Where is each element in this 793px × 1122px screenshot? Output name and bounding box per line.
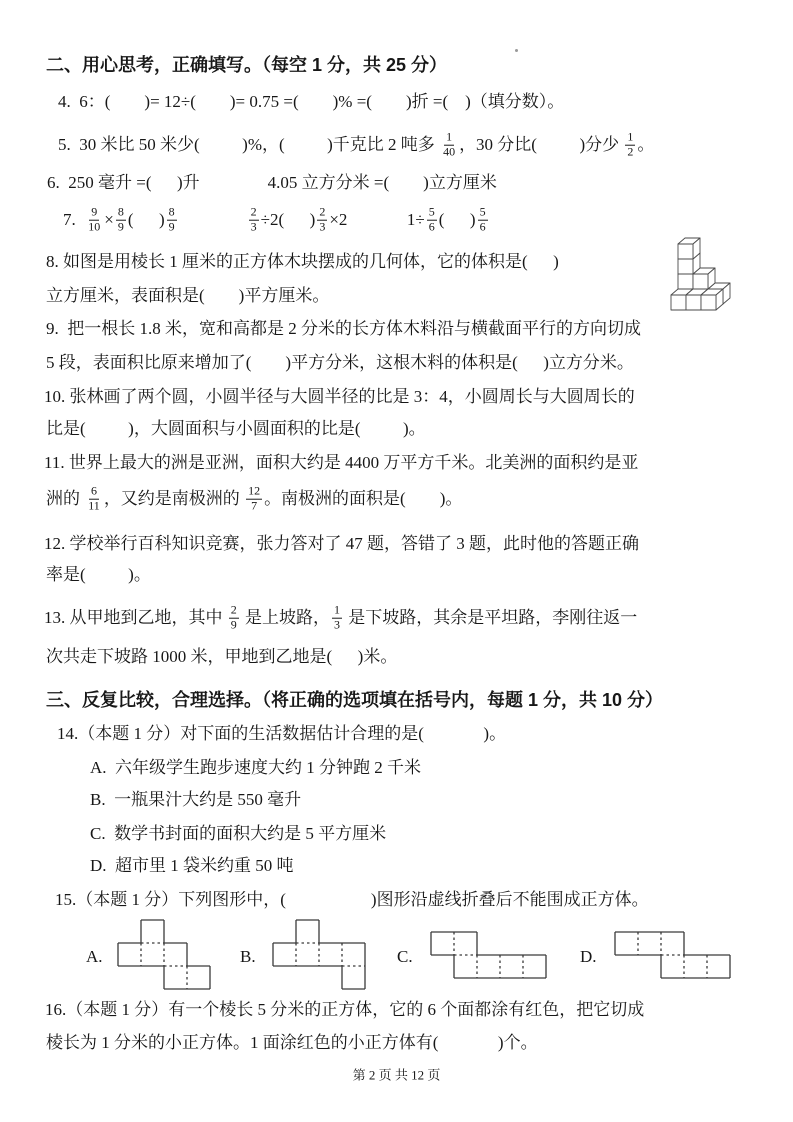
- text-segment: 是上坡路，: [240, 607, 330, 627]
- question-8-line-2: 立方厘米，表面积是( )平方厘米。: [46, 285, 330, 305]
- text-segment: 5. 30 米比 50 米少( )%，( )千克比 2 吨多: [58, 134, 440, 154]
- text-segment: 1÷: [406, 209, 425, 229]
- question-14: 14.（本题 1 分）对下面的生活数据估计合理的是( )。: [57, 723, 507, 743]
- question-12-line-1: 12. 学校举行百科知识竞赛，张力答对了 47 题，答错了 3 题，此时他的答题正确: [44, 533, 639, 553]
- text-segment: ( ): [438, 209, 476, 229]
- question-13-line-2: 次共走下坡路 1000 米，甲地到乙地是( )米。: [46, 646, 398, 666]
- question-9-line-2: 5 段，表面积比原来增加了( )平方分米，这根木料的体积是( )立方分米。: [46, 352, 634, 372]
- question-7: [63, 204, 490, 236]
- fraction: $\frac{12}{7}$: [248, 483, 261, 513]
- question-14-option-a: A. 六年级学生跑步速度大约 1 分钟跑 2 千米: [90, 757, 422, 777]
- net-label-d: D.: [580, 946, 597, 966]
- section3-header: 三、反复比较，合理选择。（将正确的选项填在括号内，每题 1 分，共 10 分）: [46, 690, 664, 711]
- text-segment: ，又约是南极洲的: [103, 488, 245, 508]
- question-10-line-2: 比是( )，大圆面积与小圆面积的比是( )。: [46, 418, 426, 438]
- fraction: $\frac{2}{9}$: [230, 602, 237, 632]
- net-figure-d: [614, 931, 731, 979]
- section2-header: 二、用心思考，正确填写。（每空 1 分，共 25 分）: [46, 55, 448, 76]
- fraction: $\frac{1}{40}$: [443, 129, 456, 159]
- question-6: 6. 250 毫升 =( )升 4.05 立方分米 =( )立方厘米: [47, 172, 497, 192]
- question-13-line-1: [44, 602, 638, 634]
- fraction: $\frac{9}{10}$: [88, 204, 101, 234]
- net-label-c: C.: [397, 946, 413, 966]
- net-label-a: A.: [86, 946, 103, 966]
- text-segment: 。南极洲的面积是( )。: [264, 488, 463, 508]
- net-figure-a: [117, 919, 211, 990]
- net-label-b: B.: [240, 946, 256, 966]
- scan-speck: [515, 49, 518, 52]
- question-14-option-c: C. 数学书封面的面积大约是 5 平方厘米: [90, 823, 387, 843]
- fraction: $\frac{6}{11}$: [88, 483, 100, 513]
- fraction: $\frac{1}{2}$: [627, 129, 634, 159]
- page-footer: 第 2 页 共 12 页: [352, 1067, 441, 1083]
- text-segment: ×2: [329, 209, 348, 229]
- text-segment: 13. 从甲地到乙地，其中: [44, 607, 227, 627]
- fraction: $\frac{1}{3}$: [334, 602, 340, 632]
- question-12-line-2: 率是( )。: [46, 564, 151, 584]
- text-segment: 是下坡路，其余是平坦路，李刚往返一: [344, 607, 638, 627]
- fraction: $\frac{5}{6}$: [479, 204, 486, 234]
- net-figure-c: [430, 931, 547, 979]
- text-segment: 洲的: [46, 488, 85, 508]
- question-8-cube-stack-figure: [670, 235, 732, 312]
- text-segment: 。: [637, 134, 655, 154]
- question-16-line-2: 棱长为 1 分米的小正方体。1 面涂红色的小正方体有( )个。: [46, 1032, 538, 1052]
- question-11-line-2: [46, 483, 463, 515]
- question-5: [58, 129, 655, 161]
- fraction: $\frac{2}{3}$: [250, 204, 257, 234]
- question-4: 4. 6：( )= 12÷( )= 0.75 =( )% =( )折 =( )（填分数）。: [58, 91, 565, 111]
- question-14-option-b: B. 一瓶果汁大约是 550 毫升: [90, 789, 302, 809]
- text-segment: [179, 210, 247, 229]
- question-9-line-1: 9. 把一根长 1.8 米，宽和高都是 2 分米的长方体木料沿与横截面平行的方向切成: [46, 318, 641, 338]
- text-segment: 7.: [63, 209, 85, 229]
- question-15: 15.（本题 1 分）下列图形中，( )图形沿虚线折叠后不能围成正方体。: [55, 889, 649, 909]
- question-8-line-1: 8. 如图是用棱长 1 厘米的正方体木块摆成的几何体，它的体积是( ): [46, 251, 559, 271]
- text-segment: ，30 分比( )分少: [459, 134, 624, 154]
- text-segment: ÷2( ): [260, 209, 316, 229]
- question-11-line-1: 11. 世界上最大的洲是亚洲，面积大约是 4400 万平方千米。北美洲的面积约是亚: [44, 452, 639, 472]
- fraction: $\frac{2}{3}$: [319, 204, 326, 234]
- fraction: $\frac{8}{9}$: [168, 204, 175, 234]
- net-figure-b: [272, 919, 366, 990]
- question-16-line-1: 16.（本题 1 分）有一个棱长 5 分米的正方体，它的 6 个面都涂有红色，把它切成: [45, 999, 645, 1019]
- question-14-option-d: D. 超市里 1 袋米约重 50 吨: [90, 855, 294, 875]
- text-segment: ( ): [127, 209, 165, 229]
- fraction: $\frac{5}{6}$: [428, 204, 435, 234]
- fraction: $\frac{8}{9}$: [117, 204, 124, 234]
- text-segment: [347, 210, 407, 229]
- text-segment: ×: [104, 209, 114, 229]
- question-10-line-1: 10. 张林画了两个圆，小圆半径与大圆半径的比是 3：4，小圆周长与大圆周长的: [44, 386, 635, 406]
